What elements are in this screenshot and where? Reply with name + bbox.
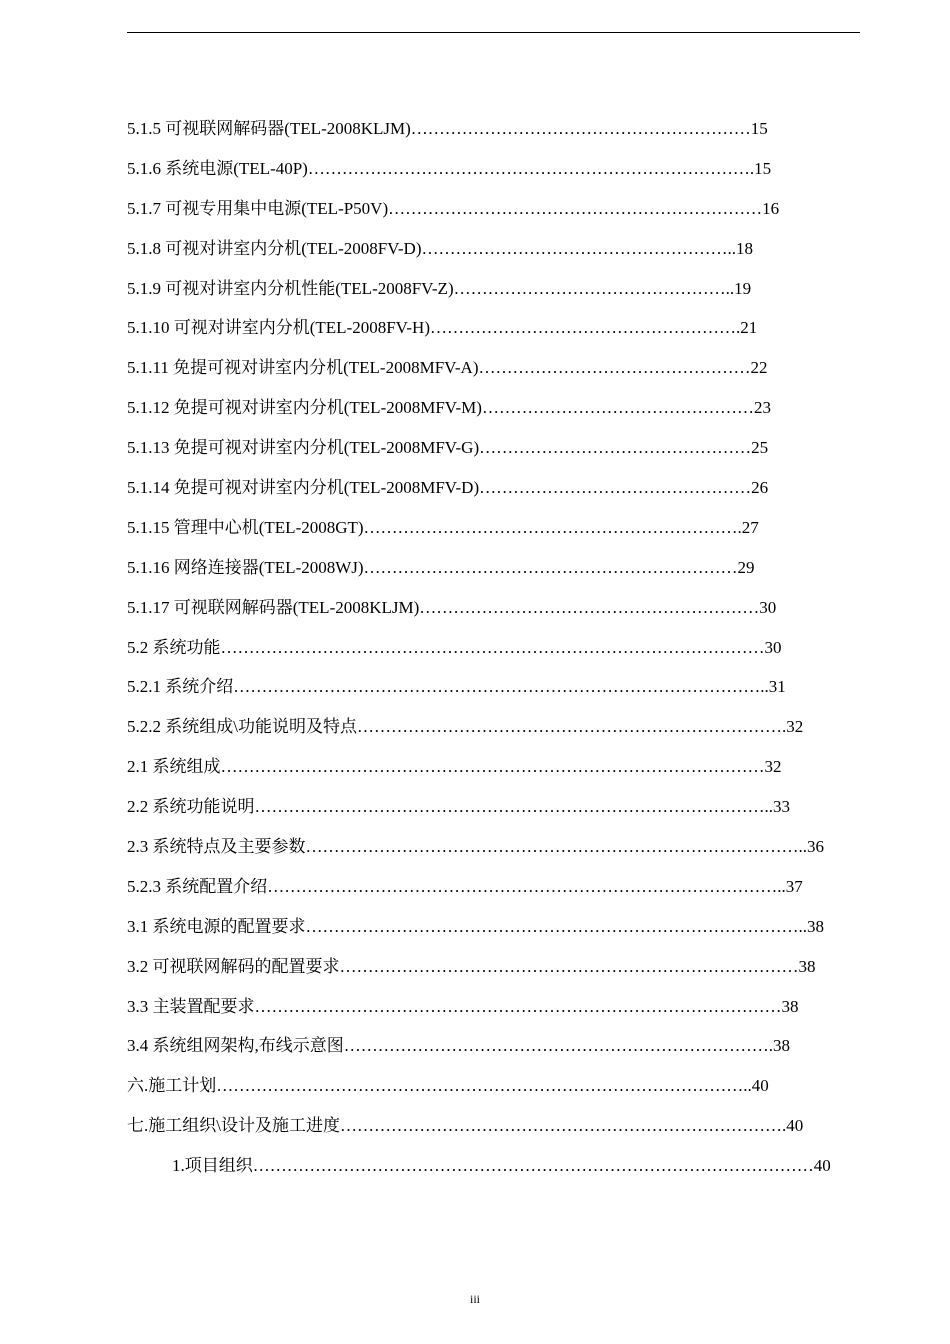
toc-entry-5-1-13[interactable]: 5.1.13 免提可视对讲室内分机(TEL-2008MFV-G)…………………………………………25 bbox=[127, 438, 769, 458]
toc-entry-5-1-14[interactable]: 5.1.14 免提可视对讲室内分机(TEL-2008MFV-D)…………………………………………26 bbox=[127, 478, 769, 498]
toc-entry-2-1[interactable]: 2.1 系统组成……………………………………………………………………………………32 bbox=[127, 757, 782, 777]
toc-entry-5-2-2[interactable]: 5.2.2 系统组成\功能说明及特点………………………………………………………………….32 bbox=[127, 717, 804, 737]
toc-entry-6[interactable]: 六.施工计划…………………………………………………………………………………..40 bbox=[127, 1076, 769, 1096]
table-of-contents bbox=[127, 116, 867, 1193]
toc-entry-5-1-10[interactable]: 5.1.10 可视对讲室内分机(TEL-2008FV-H)……………………………………………….21 bbox=[127, 318, 758, 338]
toc-entry-3-3[interactable]: 3.3 主装置配要求…………………………………………………………………………………38 bbox=[127, 996, 799, 1016]
toc-entry-5-1-6[interactable]: 5.1.6 系统电源(TEL-40P)…………………………………………………………………….15 bbox=[127, 158, 772, 178]
toc-entry-5-1-17[interactable]: 5.1.17 可视联网解码器(TEL-2008KLJM)……………………………………………………30 bbox=[127, 597, 777, 617]
page-number: iii bbox=[469, 1292, 480, 1306]
toc-entry-5-2-3[interactable]: 5.2.3 系统配置介绍………………………………………………………………………………..37 bbox=[127, 876, 803, 896]
toc-entry-3-4[interactable]: 3.4 系统组网架构,布线示意图………………………………………………………………….38 bbox=[127, 1036, 790, 1056]
toc-entry-7-1[interactable]: 1.项目组织………………………………………………………………………………………40 bbox=[172, 1156, 831, 1176]
toc-entry-5-1-8[interactable]: 5.1.8 可视对讲室内分机(TEL-2008FV-D)………………………………………………..18 bbox=[127, 238, 753, 258]
toc-entry-5-1-5[interactable]: 5.1.5 可视联网解码器(TEL-2008KLJM)……………………………………………………15 bbox=[127, 119, 768, 138]
toc-entry-5-2[interactable]: 5.2 系统功能……………………………………………………………………………………30 bbox=[127, 637, 782, 657]
header-rule bbox=[127, 32, 860, 33]
toc-entry-7[interactable]: 七.施工组织\设计及施工进度…………………………………………………………………….40 bbox=[127, 1116, 804, 1136]
toc-entry-5-1-11[interactable]: 5.1.11 免提可视对讲室内分机(TEL-2008MFV-A)…………………………………………22 bbox=[127, 358, 768, 378]
toc-entry-5-1-12[interactable]: 5.1.12 免提可视对讲室内分机(TEL-2008MFV-M)…………………………………………23 bbox=[127, 398, 771, 418]
toc-entry-3-1[interactable]: 3.1 系统电源的配置要求……………………………………………………………………………..38 bbox=[127, 916, 824, 936]
toc-entry-5-1-15[interactable]: 5.1.15 管理中心机(TEL-2008GT)………………………………………………………….27 bbox=[127, 517, 759, 537]
toc-entry-5-1-9[interactable]: 5.1.9 可视对讲室内分机性能(TEL-2008FV-Z)…………………………………………..19 bbox=[127, 278, 752, 298]
toc-entry-2-2[interactable]: 2.2 系统功能说明………………………………………………………………………………..33 bbox=[127, 797, 790, 817]
toc-entry-3-2[interactable]: 3.2 可视联网解码的配置要求………………………………………………………………………38 bbox=[127, 956, 816, 976]
toc-entry-2-3[interactable]: 2.3 系统特点及主要参数……………………………………………………………………………..36 bbox=[127, 837, 824, 857]
toc-entry-5-1-7[interactable]: 5.1.7 可视专用集中电源(TEL-P50V)…………………………………………………………16 bbox=[127, 198, 780, 218]
toc-entry-5-1-16[interactable]: 5.1.16 网络连接器(TEL-2008WJ)…………………………………………………………29 bbox=[127, 557, 755, 577]
toc-entry-5-2-1[interactable]: 5.2.1 系统介绍…………………………………………………………………………………..31 bbox=[127, 677, 786, 697]
